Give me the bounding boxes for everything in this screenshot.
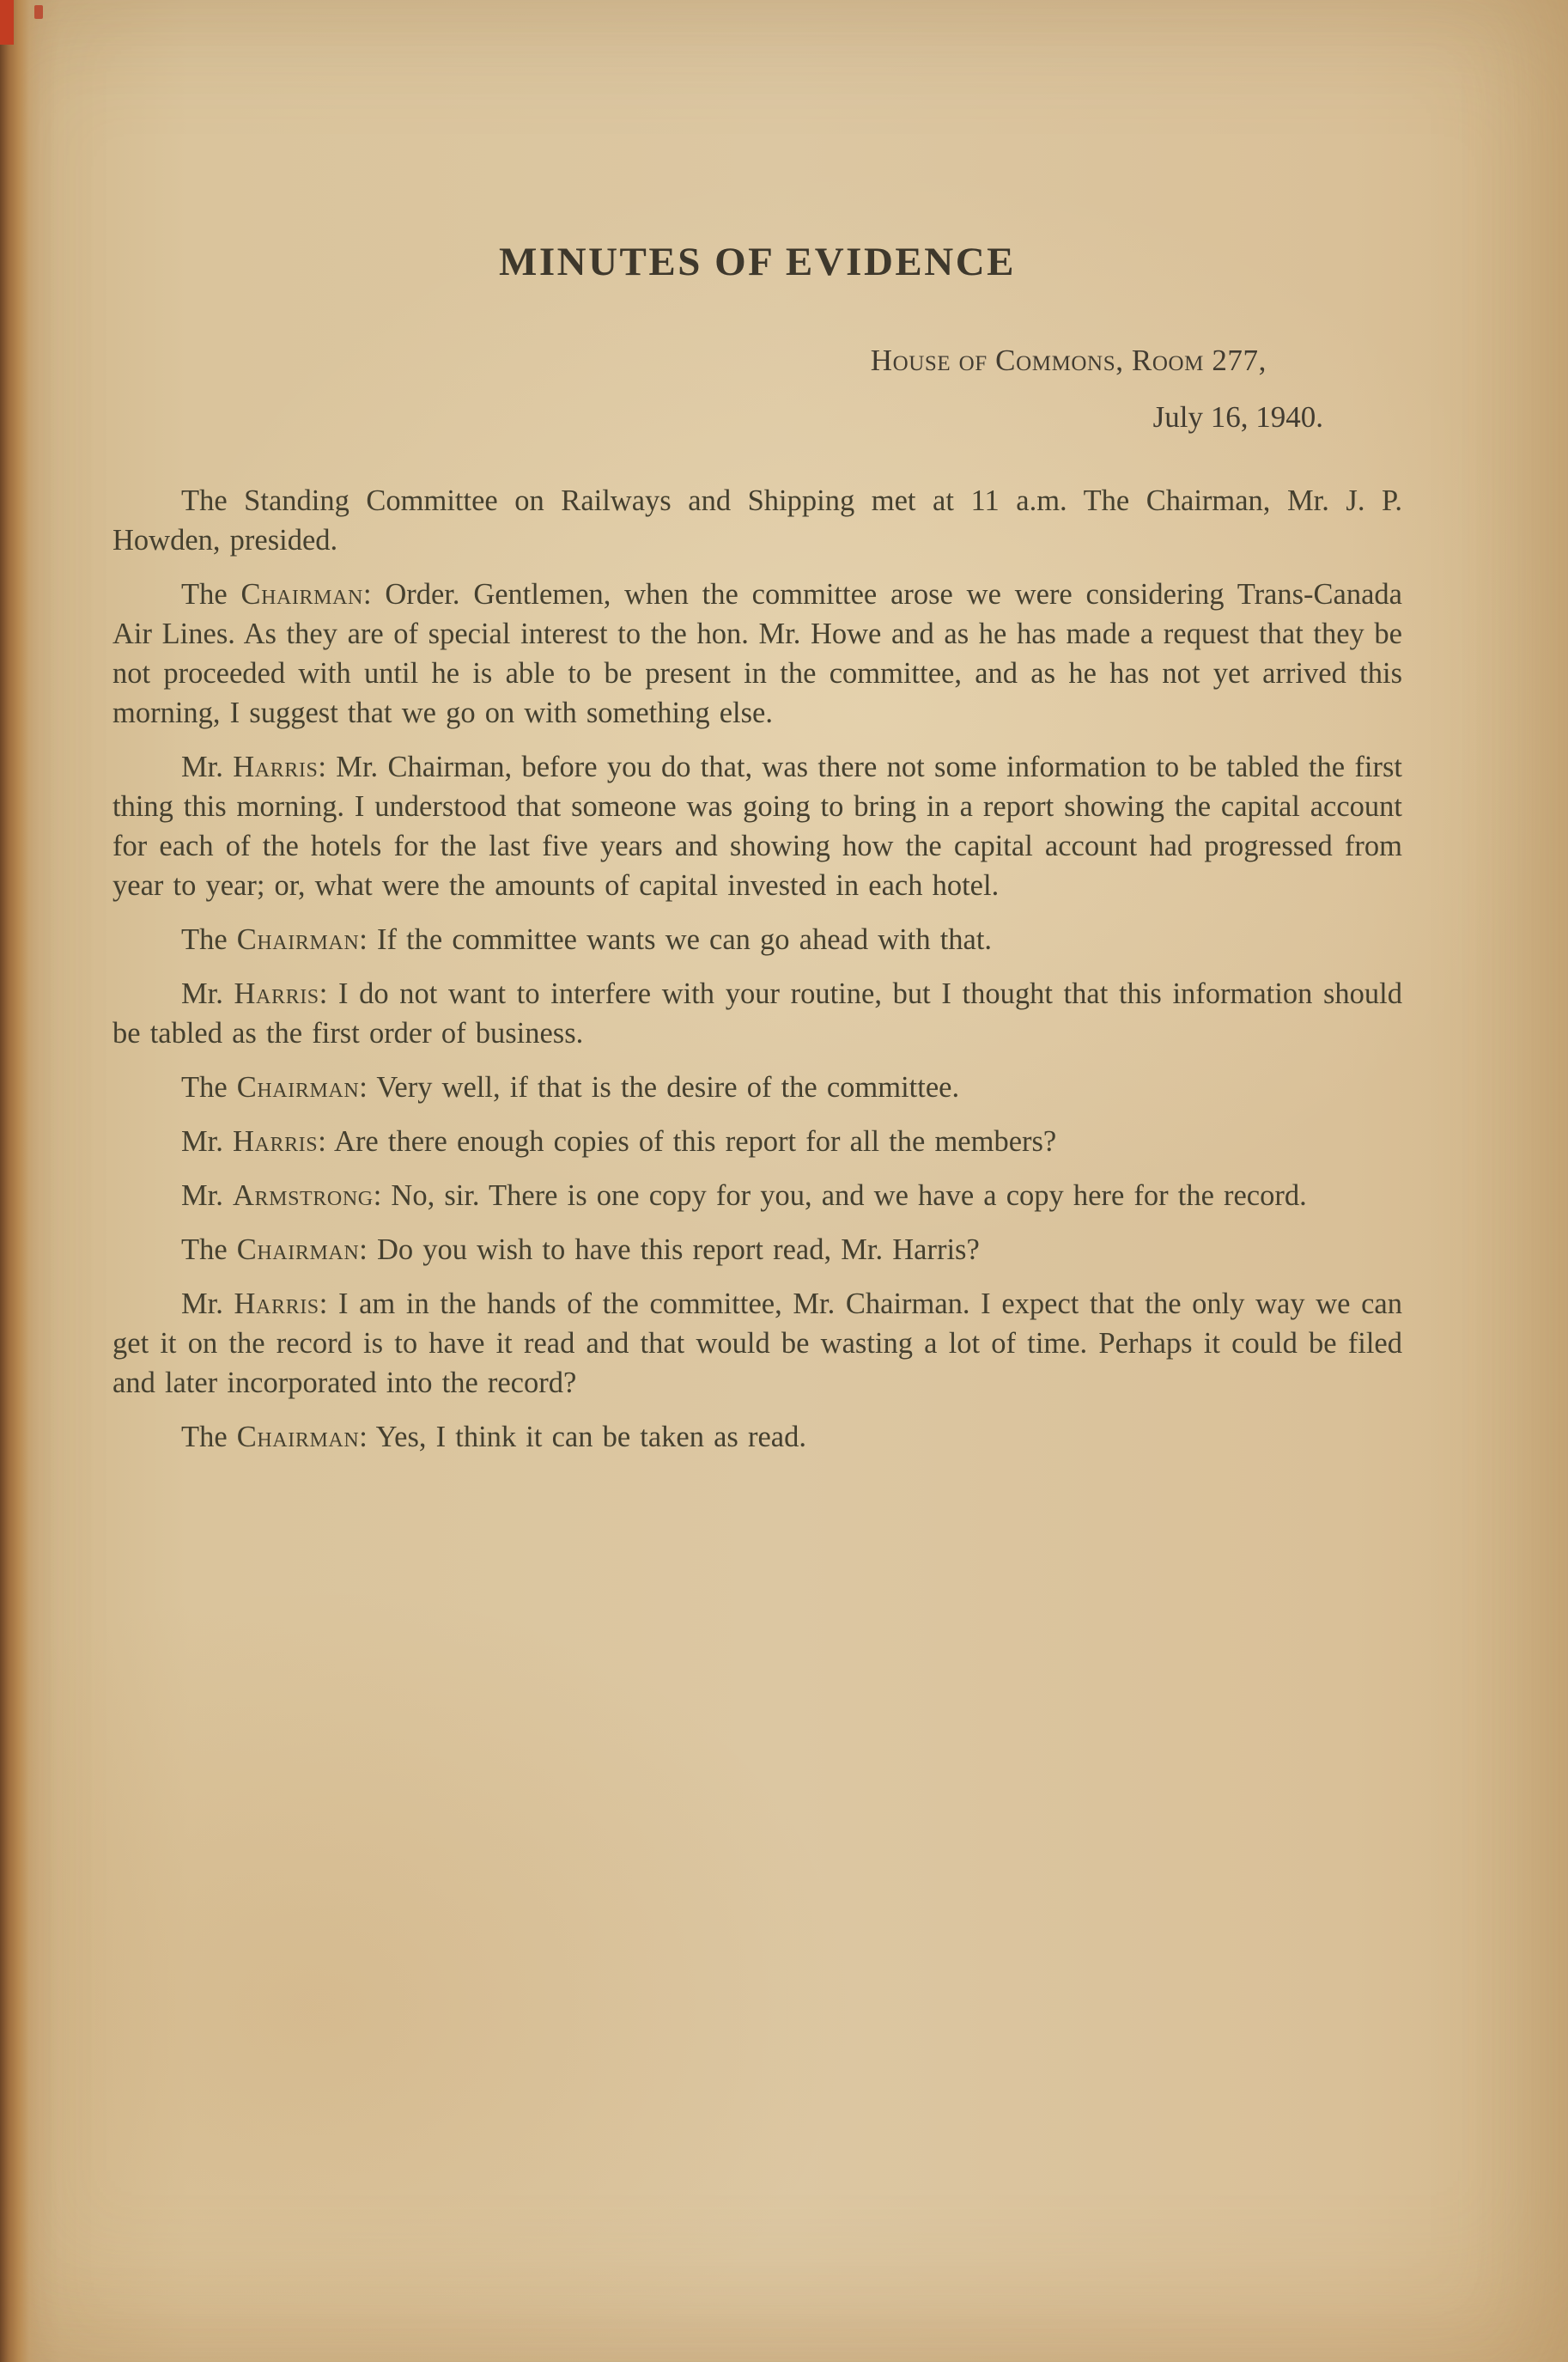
paragraph-text: : Yes, I think it can be taken as read. bbox=[359, 1421, 806, 1453]
speaker-name: Harris bbox=[234, 1288, 319, 1320]
speaker-name: Chairman bbox=[236, 1071, 360, 1104]
speaker-prefix: Mr. bbox=[181, 977, 234, 1010]
paragraph-text: : No, sir. There is one copy for you, and we have a copy here for the record. bbox=[373, 1179, 1307, 1212]
speaker-name: Harris bbox=[233, 751, 319, 783]
speaker-name: Chairman bbox=[236, 923, 360, 956]
page-title: MINUTES OF EVIDENCE bbox=[499, 240, 1016, 284]
paragraph-text: The Standing Committee on Railways and Shipping met at 11 a.m. The Chairman, Mr. J. P. Howden, presided. bbox=[112, 484, 1402, 557]
speaker-prefix: Mr. bbox=[181, 1179, 234, 1212]
speaker-prefix: Mr. bbox=[181, 1288, 234, 1320]
paragraph-chairman bbox=[112, 1068, 1402, 1107]
page-content bbox=[112, 239, 1402, 1471]
speaker-prefix: The bbox=[181, 1421, 237, 1453]
date-line: July 16, 1940. bbox=[1152, 400, 1323, 434]
red-corner-notch bbox=[34, 5, 43, 19]
session-heading bbox=[112, 342, 1402, 436]
paragraph-text: : I do not want to interfere with your routine, but I thought that this information should be tabled as the first order of business. bbox=[112, 977, 1402, 1050]
paragraph-text: : I am in the hands of the committee, Mr. Chairman. I expect that the only way we can get it on the record is to have it read and that would be wasting a lot of time. Perhaps it could be filed and later incorporated into the record? bbox=[112, 1288, 1402, 1399]
paragraph-harris bbox=[112, 974, 1402, 1053]
speaker-prefix: Mr. bbox=[181, 1125, 234, 1158]
paragraph-chairman bbox=[112, 920, 1402, 959]
paragraph-harris bbox=[112, 747, 1402, 905]
red-edge-mark bbox=[0, 0, 14, 45]
paragraph-chairman bbox=[112, 1230, 1402, 1269]
paragraph-chairman bbox=[112, 575, 1402, 733]
paragraph-opening bbox=[112, 481, 1402, 560]
paragraph-harris bbox=[112, 1122, 1402, 1161]
speaker-name: Harris bbox=[234, 977, 319, 1010]
speaker-prefix: The bbox=[181, 1233, 237, 1266]
paragraph-text: : Do you wish to have this report read, Mr. Harris? bbox=[359, 1233, 980, 1266]
speaker-name: Chairman bbox=[236, 1233, 360, 1266]
paragraph-text: : Mr. Chairman, before you do that, was there not some information to be tabled the first thing this morning. I understood that someone was going to bring in a report showing the capital account for each of the hotels for the last five years and showing how the capital account had progressed from year to year; or, what were the amounts of capital invested in each hotel. bbox=[112, 751, 1402, 902]
speaker-name: Armstrong bbox=[233, 1179, 374, 1212]
paragraph-text: : Are there enough copies of this report for all the members? bbox=[318, 1125, 1057, 1158]
speaker-prefix: The bbox=[181, 1071, 237, 1104]
paragraph-text: : Order. Gentlemen, when the committee arose we were considering Trans-Canada Air Lines. As they are of special interest to the hon. Mr. Howe and as he has made a request that they be not proceeded with until he is able to be present in the committee, and as he has not yet arrived this morning, I suggest that we go on with something else. bbox=[112, 578, 1402, 729]
paragraph-armstrong bbox=[112, 1176, 1402, 1215]
paragraph-harris bbox=[112, 1284, 1402, 1403]
speaker-name: Chairman bbox=[236, 1421, 360, 1453]
paragraph-text: : If the committee wants we can go ahead with that. bbox=[359, 923, 993, 956]
speaker-name: Chairman bbox=[240, 578, 363, 611]
speaker-prefix: The bbox=[181, 578, 241, 611]
speaker-prefix: The bbox=[181, 923, 237, 956]
paragraph-text: : Very well, if that is the desire of the committee. bbox=[359, 1071, 960, 1104]
location-line: House of Commons, Room 277, bbox=[870, 344, 1267, 377]
speaker-name: Harris bbox=[233, 1125, 319, 1158]
paragraph-chairman bbox=[112, 1417, 1402, 1457]
book-binding-edge bbox=[0, 0, 40, 2362]
speaker-prefix: Mr. bbox=[181, 751, 234, 783]
